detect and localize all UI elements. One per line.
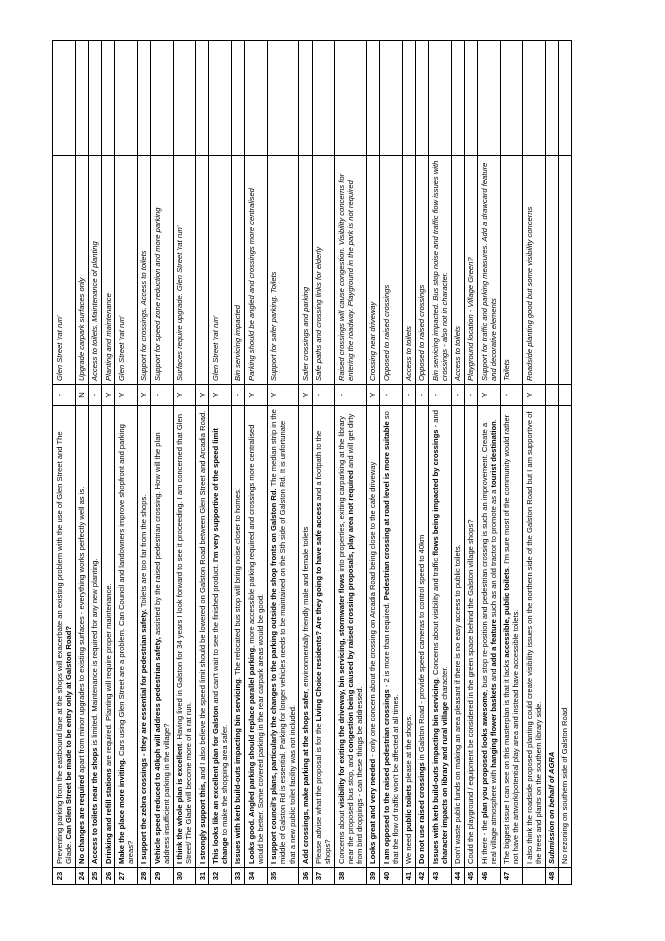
support-indicator: Y bbox=[366, 385, 379, 406]
issue-summary: Support for safer parking. Toilets bbox=[267, 156, 299, 385]
support-indicator: Y bbox=[523, 385, 546, 406]
issue-summary bbox=[545, 156, 558, 385]
submission-number: 35 bbox=[267, 868, 299, 885]
issue-summary: Roadside planting good but some visibility concerns bbox=[523, 156, 546, 385]
comment-text: , environmentally friendly male and female toilets bbox=[300, 526, 310, 691]
submission-comment bbox=[545, 406, 558, 868]
comment-text: in Galston Road - provide speed cameras to control speed to 40km bbox=[417, 534, 427, 763]
submission-number: 44 bbox=[451, 868, 464, 885]
comment-text: and can't wait to see the finished product. bbox=[210, 562, 220, 706]
comment-highlight: character impacts on library and rural village bbox=[439, 701, 449, 864]
empty-cell bbox=[429, 41, 452, 156]
comment-text: Please advise what the proposal is for the bbox=[314, 721, 323, 864]
comment-text: , bus stop re-position and pedestrian crossing is such an improvement. Create a real village atmosphere with bbox=[479, 422, 498, 864]
submission-number: 33 bbox=[231, 868, 244, 885]
comment-text: assisted by the raised pedestrian crossing. How will the plan address insufficient parking in the village? bbox=[152, 432, 171, 864]
submission-comment bbox=[558, 406, 571, 868]
issue-summary: Surfaces require upgrade. Glen Street 'rat run' bbox=[173, 156, 196, 385]
issue-summary: Bin servicing impacted. Bus stop noise and traffic flow issues with crossings - also not in character. bbox=[429, 156, 452, 385]
comment-highlight: Issues with kerb build-outs impacting bin servicing bbox=[430, 679, 440, 864]
table-row bbox=[380, 41, 403, 885]
table-row bbox=[102, 41, 115, 885]
comment-text: and bbox=[488, 666, 498, 684]
submission-number: 39 bbox=[366, 868, 379, 885]
issue-summary: Safer crossings and parking bbox=[299, 156, 312, 385]
support-indicator: - bbox=[53, 385, 76, 406]
issue-summary: Playground location - Village Green? bbox=[464, 156, 477, 385]
support-indicator: - bbox=[451, 385, 464, 406]
submission-comment bbox=[464, 406, 477, 868]
issue-summary: Opposed to raised crossings bbox=[415, 156, 428, 385]
comment-highlight: I support council's plans, particularly the changes to the parking outside the shop fronts on Galston Rd. bbox=[269, 488, 278, 864]
empty-cell bbox=[312, 41, 335, 156]
support-indicator: - bbox=[151, 385, 174, 406]
empty-cell bbox=[102, 41, 115, 156]
submission-comment bbox=[312, 406, 335, 868]
table-row bbox=[231, 41, 244, 885]
submission-number: 34 bbox=[245, 868, 268, 885]
support-indicator: - bbox=[464, 385, 477, 406]
empty-cell bbox=[231, 41, 244, 156]
support-indicator: Y bbox=[245, 385, 268, 406]
empty-cell bbox=[380, 41, 403, 156]
empty-cell bbox=[366, 41, 379, 156]
comment-highlight: Pedestrian crossing at road level is more suitable bbox=[381, 421, 391, 601]
comment-text: We need bbox=[404, 831, 413, 864]
submission-number: 43 bbox=[429, 868, 452, 885]
issue-summary: Support for traffic and parking measures. Add a drawcard feature and decorative elements bbox=[478, 156, 501, 385]
empty-cell bbox=[478, 41, 501, 156]
empty-cell bbox=[500, 41, 523, 156]
comment-highlight: Looks great and very needed bbox=[368, 758, 378, 864]
submission-comment bbox=[335, 406, 367, 868]
comment-highlight: tourist destination bbox=[488, 421, 498, 488]
comment-text: into properties, exiting carparking at the library near the proposed bus stop, and bbox=[336, 415, 355, 864]
table-row bbox=[312, 41, 335, 885]
submission-comment bbox=[196, 406, 209, 868]
issue-summary: Opposed to raised crossings bbox=[380, 156, 403, 385]
issue-summary: Bin servicing impacted bbox=[231, 156, 244, 385]
support-indicator bbox=[545, 385, 558, 406]
submission-comment bbox=[380, 406, 403, 868]
comment-text: No rezoning on southern side of Galston Road bbox=[560, 707, 570, 864]
comment-highlight: I strongly support this, bbox=[197, 781, 207, 864]
comment-highlight: No changes are required bbox=[77, 774, 86, 864]
submission-comment bbox=[523, 406, 546, 868]
issue-summary bbox=[196, 156, 209, 385]
issue-summary: Support for speed zone reduction and more parking bbox=[151, 156, 174, 385]
submission-comment bbox=[267, 406, 299, 868]
comment-highlight: flows being impacted by crossings bbox=[430, 429, 440, 556]
submission-comment bbox=[115, 406, 138, 868]
support-indicator: Y bbox=[209, 385, 232, 406]
empty-cell bbox=[558, 41, 571, 156]
issue-summary: Glen Street 'rat run' bbox=[115, 156, 138, 385]
comment-text: are required. Planting will require proper maintenance. bbox=[103, 583, 113, 769]
comment-highlight: I support the zebra crossings - they are essential for pedestrian safety. bbox=[139, 609, 149, 864]
table-row bbox=[464, 41, 477, 885]
comment-text: apart from minor upgrades to existing surfaces - everything works perfectly well as is. bbox=[77, 486, 86, 775]
table-row bbox=[137, 41, 150, 885]
support-indicator: Y bbox=[102, 385, 115, 406]
comment-highlight: Vehicle speed reduced to 40kph will address pedestrian safety, bbox=[152, 637, 162, 864]
table-row bbox=[209, 41, 232, 885]
support-indicator: Y bbox=[299, 385, 312, 406]
table-row bbox=[267, 41, 299, 885]
comment-highlight: congestion being caused by raised crossing proposals, play area not required bbox=[345, 470, 355, 753]
support-indicator: - bbox=[380, 385, 403, 406]
comment-text: Cars using Glen Street are a problem. Can Council and landowners improve shopfront and parking areas? bbox=[116, 424, 135, 864]
submission-comment bbox=[245, 406, 268, 868]
submission-number: 36 bbox=[299, 868, 312, 885]
comment-text: Could the playground / equipment be considered in the green space behind the Galston village shops? bbox=[466, 519, 476, 864]
empty-cell bbox=[196, 41, 209, 156]
comment-highlight: Access to toilets near the shops bbox=[90, 747, 100, 864]
empty-cell bbox=[151, 41, 174, 156]
empty-cell bbox=[402, 41, 415, 156]
support-indicator: - bbox=[402, 385, 415, 406]
empty-cell bbox=[523, 41, 546, 156]
empty-cell bbox=[209, 41, 232, 156]
comment-text: I also think the roadside proposed planting could create visibility issues on the northern side of the Galston Road but I am supportive of the trees and plants on the southern library side. bbox=[524, 411, 543, 864]
comment-text: and will get dirty from bird droppings - can these things be addressed. bbox=[345, 413, 364, 864]
submission-number: 25 bbox=[88, 868, 101, 885]
comment-highlight: accessible, public toilets bbox=[502, 568, 511, 658]
table-row bbox=[451, 41, 464, 885]
issue-summary: Access to toilets bbox=[451, 156, 464, 385]
table-row bbox=[151, 41, 174, 885]
comment-text: . I'm sure most of the community would rather not have the artwork/potential play area and instead have accessible toilets. bbox=[502, 414, 521, 864]
empty-cell bbox=[137, 41, 150, 156]
empty-cell bbox=[299, 41, 312, 156]
empty-cell bbox=[88, 41, 101, 156]
table-row bbox=[245, 41, 268, 885]
comment-highlight: add a feature bbox=[488, 619, 498, 667]
comment-text: - 2 is more than required. bbox=[381, 600, 391, 690]
issue-summary: Raised crossings will cause congestion. Visibility concerns for entering the roadway. Playground in the park is not required bbox=[335, 156, 367, 385]
table-row bbox=[335, 41, 367, 885]
table-row bbox=[53, 41, 76, 885]
comment-text: The biggest issue I can see on this masterplan is that it lacks bbox=[502, 657, 511, 864]
support-indicator: - bbox=[335, 385, 367, 406]
comment-highlight: public toilets bbox=[404, 784, 413, 832]
issue-summary: Glen Street 'rat run' bbox=[209, 156, 232, 385]
table-row bbox=[115, 41, 138, 885]
submissions-table-body bbox=[53, 41, 572, 885]
submission-comment bbox=[478, 406, 501, 868]
submission-number: 41 bbox=[402, 868, 415, 885]
comment-highlight: Drinking and refill stations bbox=[103, 768, 113, 864]
support-indicator: Y bbox=[137, 385, 150, 406]
submission-comment bbox=[209, 406, 232, 868]
submission-comment bbox=[500, 406, 523, 868]
comment-text: The median strip in the middle of Galston Rd is essential. Parking for longer vehicles needs to be maintained on the Sth side of Galston Rd. It is unfortunate that a new public toilet facility was not included. bbox=[269, 409, 297, 864]
comment-text: and I also believe the speed limit should be lowered on Galston Road between Glen Street and Arcadia Road. bbox=[197, 410, 207, 782]
comment-text: such as an old tractor to promote as a bbox=[488, 487, 498, 620]
empty-cell bbox=[53, 41, 76, 156]
comment-text: - only one concern about the crossing on Arcadia Road being close to the cafe driveway bbox=[368, 461, 378, 759]
empty-cell bbox=[415, 41, 428, 156]
submission-comment bbox=[429, 406, 452, 868]
comment-text: please at the shops. bbox=[404, 714, 413, 785]
submission-comment bbox=[415, 406, 428, 868]
table-row bbox=[558, 41, 571, 885]
comment-text: - and bbox=[430, 410, 440, 430]
submission-comment bbox=[151, 406, 174, 868]
submission-number: 24 bbox=[75, 868, 88, 885]
comment-highlight: Living Choice residents? Are they going to have safe access bbox=[314, 502, 323, 722]
table-row bbox=[478, 41, 501, 885]
table-row bbox=[299, 41, 312, 885]
comment-text: . The relocated bus stop will bring noise closer to homes. bbox=[233, 488, 243, 680]
table-row bbox=[429, 41, 452, 885]
support-indicator: - bbox=[415, 385, 428, 406]
issue-summary: Upgrade carpark surfaces only bbox=[75, 156, 88, 385]
submission-comment bbox=[102, 406, 115, 868]
issue-summary bbox=[558, 156, 571, 385]
comment-highlight: plan you proposed looks awesome bbox=[479, 691, 489, 818]
support-indicator: Y bbox=[267, 385, 299, 406]
empty-cell bbox=[267, 41, 299, 156]
issue-summary: Planting and maintenance bbox=[102, 156, 115, 385]
submission-comment bbox=[299, 406, 312, 868]
submission-number: 48 bbox=[545, 868, 558, 885]
comment-text: character. bbox=[439, 666, 449, 702]
table-row bbox=[196, 41, 209, 885]
submission-number: 38 bbox=[335, 868, 367, 885]
submission-number: 23 bbox=[53, 868, 76, 885]
comment-text: . bbox=[488, 419, 498, 422]
comment-highlight: Can Glen Street be made to be entry only at Galston Road? bbox=[63, 626, 73, 840]
comment-text: Submission on behalf of AGRA bbox=[547, 751, 556, 864]
submission-comment bbox=[366, 406, 379, 868]
empty-cell bbox=[75, 41, 88, 156]
comment-text: . Having lived in Galston for 34 years I look forward to see it proceeding. I am concerned that Glen Street/ The Glade will become more of a rat run. bbox=[175, 414, 194, 864]
submission-number: 30 bbox=[173, 868, 196, 885]
submission-number: 26 bbox=[102, 868, 115, 885]
support-indicator: Y bbox=[196, 385, 209, 406]
comment-text: , more accessible parking required and crossings more centralised would be better. Some covered parking in the rear carpark areas would be good. bbox=[246, 424, 265, 864]
empty-cell bbox=[173, 41, 196, 156]
support-indicator: Y bbox=[478, 385, 501, 406]
table-row bbox=[75, 41, 88, 885]
table-row bbox=[402, 41, 415, 885]
support-indicator: - bbox=[312, 385, 335, 406]
comment-text: Don't waste public funds on making an area pleasant if there is no easy access to public toilets. bbox=[453, 544, 462, 864]
table-row bbox=[523, 41, 546, 885]
table-row bbox=[500, 41, 523, 885]
comment-text: Toilets are too far from the shops. bbox=[139, 494, 149, 610]
submission-comment bbox=[75, 406, 88, 868]
support-indicator: - bbox=[429, 385, 452, 406]
issue-summary: Support for crossings. Access to toilets bbox=[137, 156, 150, 385]
comment-text: Hi there - the bbox=[479, 817, 489, 864]
comment-text: and a footpath to the shops? bbox=[314, 430, 333, 864]
submission-number bbox=[558, 868, 571, 885]
submission-number: 29 bbox=[151, 868, 174, 885]
table-row bbox=[173, 41, 196, 885]
comment-highlight: Add crossings, make parking at the shops safer bbox=[300, 690, 310, 864]
comment-highlight: I'm very supportive of the speed limit change bbox=[210, 428, 229, 864]
issue-summary: Crossing near driveway bbox=[366, 156, 379, 385]
support-indicator: - bbox=[231, 385, 244, 406]
submission-number: 28 bbox=[137, 868, 150, 885]
issue-summary: Safe paths and crossing links for elderly bbox=[312, 156, 335, 385]
support-indicator: N bbox=[75, 385, 88, 406]
table-row bbox=[545, 41, 558, 885]
submission-number: 46 bbox=[478, 868, 501, 885]
comment-highlight: Make the place more inviting. bbox=[116, 758, 126, 864]
support-indicator: Y bbox=[173, 385, 196, 406]
submission-number: 31 bbox=[196, 868, 209, 885]
empty-cell bbox=[245, 41, 268, 156]
comment-text: Concerns about bbox=[336, 808, 346, 864]
support-indicator: - bbox=[88, 385, 101, 406]
submission-number: 47 bbox=[500, 868, 523, 885]
comment-highlight: visibility for exiting the driveway, bin servicing, stormwater flows bbox=[336, 573, 346, 809]
comment-highlight: Do not use raised crossings bbox=[417, 762, 427, 864]
comment-highlight: I am opposed to the raised pedestrian crossings bbox=[381, 689, 391, 864]
comment-highlight: This looks like an excellent plan for Galston bbox=[210, 705, 220, 864]
submission-comment bbox=[53, 406, 76, 868]
comment-text: so that the flow of traffic won't be affected at all times. bbox=[381, 411, 400, 864]
submission-comment bbox=[231, 406, 244, 868]
empty-cell bbox=[545, 41, 558, 156]
submission-number: 40 bbox=[380, 868, 403, 885]
support-indicator bbox=[558, 385, 571, 406]
issue-summary: Toilets bbox=[500, 156, 523, 385]
comment-text: . Concerns about visibility and traffic bbox=[430, 555, 440, 680]
issue-summary: Parking should be angled and crossings more centralised bbox=[245, 156, 268, 385]
comment-highlight: hanging flower baskets bbox=[488, 683, 498, 768]
submission-number: 32 bbox=[209, 868, 232, 885]
support-indicator: - bbox=[500, 385, 523, 406]
issue-summary: Access to toilets bbox=[402, 156, 415, 385]
submission-comment bbox=[88, 406, 101, 868]
table-row bbox=[415, 41, 428, 885]
submission-comment bbox=[173, 406, 196, 868]
empty-cell bbox=[335, 41, 367, 156]
submission-comment bbox=[402, 406, 415, 868]
submission-comment bbox=[451, 406, 464, 868]
comment-highlight: Looks good. Angled parking should replace parallel parking bbox=[246, 647, 256, 864]
table-row bbox=[88, 41, 101, 885]
comment-text: to make the shopping area safer. bbox=[220, 724, 229, 838]
empty-cell bbox=[115, 41, 138, 156]
empty-cell bbox=[464, 41, 477, 156]
submission-comment bbox=[137, 406, 150, 868]
comment-text: is limited. Maintenance is required for any new planting. bbox=[90, 558, 100, 748]
submission-number: 45 bbox=[464, 868, 477, 885]
submission-number: 37 bbox=[312, 868, 335, 885]
comment-highlight: Issues with kerb build-outs impacting bin servicing bbox=[233, 679, 243, 864]
issue-summary: Access to toilets. Maintenance of planting bbox=[88, 156, 101, 385]
support-indicator: Y bbox=[115, 385, 138, 406]
issue-summary: Glen Street 'rat run' bbox=[53, 156, 76, 385]
submission-number: 42 bbox=[415, 868, 428, 885]
comment-highlight: I think the whole plan is excellent bbox=[175, 743, 184, 864]
submission-number bbox=[523, 868, 546, 885]
submissions-table bbox=[52, 40, 572, 885]
comment-text: Preventing parking from the eastbound lane at the shops will exacerbate an existing problem with the use of Glen Street and The Glade. bbox=[54, 431, 73, 864]
table-row bbox=[366, 41, 379, 885]
submission-number: 27 bbox=[115, 868, 138, 885]
empty-cell bbox=[451, 41, 464, 156]
